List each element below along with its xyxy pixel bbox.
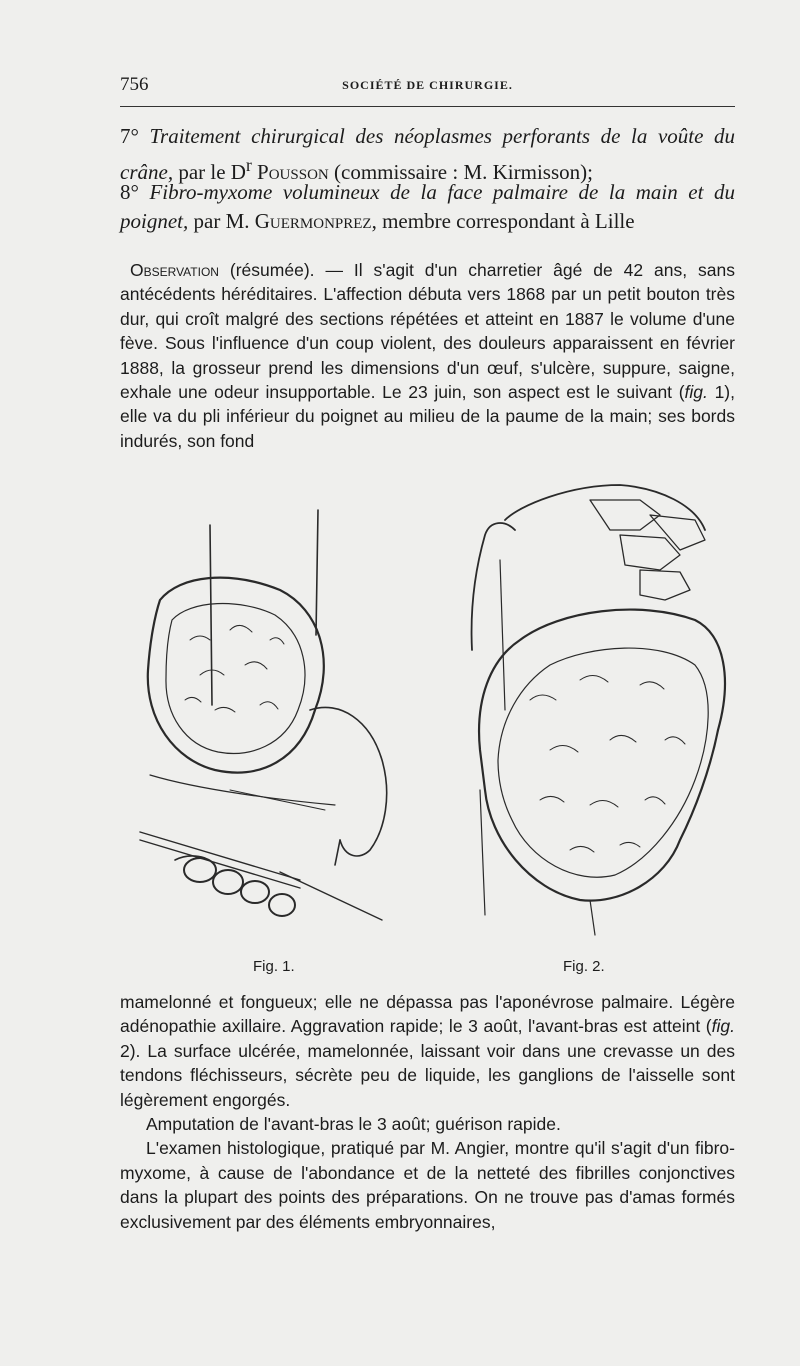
header-rule bbox=[120, 106, 735, 107]
entry-7-number: 7° bbox=[120, 124, 139, 148]
observation-label: Observation bbox=[130, 260, 219, 280]
observation-text-a: (résumée). — Il s'agit d'un charretier âgé de 42 ans, sans antécédents héréditaires. L'affection débuta vers 1868 par un petit bouton très dur, qui croît malgré des sections répétées et atteint en 1887 le volume d'une fève. Sous l'influence d'un coup violent, des douleurs apparaissent en février 1888, la grosseur prend les dimensions d'un œuf, s'ulcère, suppure, saigne, exhale une odeur insupportable. Le 23 juin, son aspect est le suivant ( bbox=[120, 260, 735, 403]
continuation-text-a: mamelonné et fongueux; elle ne dépassa pas l'aponévrose palmaire. Légère adénopathie axillaire. Aggravation rapide; le 3 août, l'avant-bras est atteint ( bbox=[120, 992, 735, 1037]
entry-8-author: Guermonprez bbox=[254, 209, 372, 233]
observation-paragraph bbox=[120, 258, 735, 453]
entry-8-title: Fibro-myxome volumineux de la face palmaire de la main et du poignet, bbox=[120, 180, 735, 233]
entry-7-by: par le D bbox=[178, 160, 246, 184]
figure-1-caption: Fig. 1. bbox=[253, 958, 295, 975]
fig-ref-2: fig. bbox=[711, 1016, 735, 1037]
figure-illustrations bbox=[120, 460, 735, 940]
figure-2-drawing bbox=[472, 485, 725, 935]
running-head: SOCIÉTÉ DE CHIRURGIE. bbox=[342, 78, 513, 92]
entry-8 bbox=[120, 178, 735, 236]
entry-8-rest: , membre correspondant à Lille bbox=[371, 209, 635, 233]
histology-paragraph: L'examen histologique, pratiqué par M. Angier, montre qu'il s'agit d'un fibro-myxome, à cause de l'abondance et de la netteté des fibrilles conjonctives dans la plupart des points des préparations. On ne trouve pas d'amas formés exclusivement par des éléments embryonnaires, bbox=[120, 1138, 735, 1232]
entry-8-by: par M. bbox=[193, 209, 250, 233]
continuation-text bbox=[120, 990, 735, 1234]
observation-text-b: 1), elle va du pli inférieur du poignet au milieu de la paume de la main; ses bords indurés, son fond bbox=[120, 382, 735, 451]
figure-2-caption: Fig. 2. bbox=[563, 958, 605, 975]
page-header bbox=[120, 74, 735, 98]
entry-7-title: Traitement chirurgical des néoplasmes perforants de la voûte du crâne, bbox=[120, 124, 735, 184]
entry-8-number: 8° bbox=[120, 180, 139, 204]
entry-7-sup: r bbox=[245, 155, 252, 175]
continuation-paragraph bbox=[120, 990, 735, 1112]
continuation-text-b: 2). La surface ulcérée, mamelonnée, laissant voir dans une crevasse un des tendons fléchisseurs, sécrète peu de liquide, les ganglions de l'aisselle sont légèrement engorgés. bbox=[120, 1040, 735, 1110]
figure-1-drawing bbox=[140, 510, 387, 920]
amputation-paragraph: Amputation de l'avant-bras le 3 août; guérison rapide. bbox=[146, 1114, 561, 1135]
page-number: 756 bbox=[120, 74, 149, 95]
entry-7-rest: (commissaire : M. Kirmisson); bbox=[334, 160, 593, 184]
entry-7-author: Pousson bbox=[257, 160, 329, 184]
fig-ref-1: fig. bbox=[684, 382, 708, 403]
